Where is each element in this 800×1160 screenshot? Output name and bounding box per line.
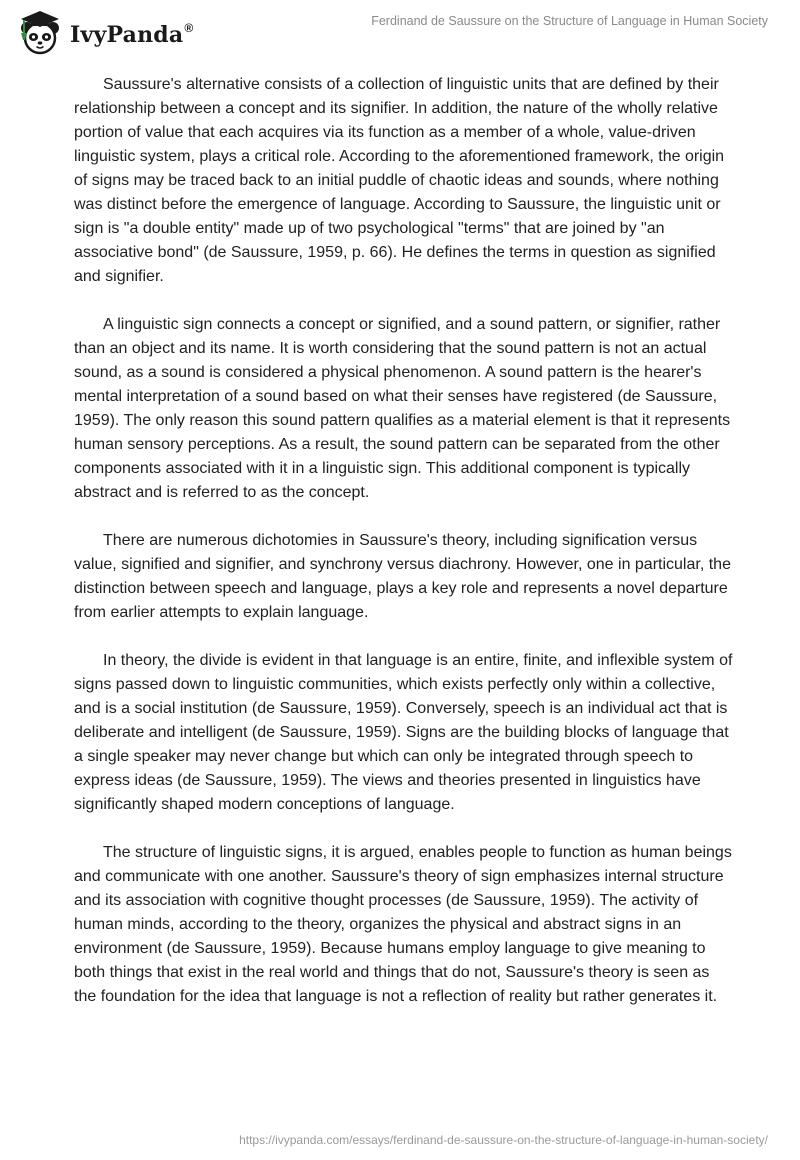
source-url[interactable]: https://ivypanda.com/essays/ferdinand-de-saussure-on-the-structure-of-language-in-human-society/ (239, 1133, 768, 1147)
brand-name-text: IvyPanda (70, 22, 184, 48)
essay-body (74, 73, 734, 1033)
paragraph: The structure of linguistic signs, it is argued, enables people to function as human beings and communicate with one another. Saussure's theory of sign emphasizes internal structure and its association with cognitive thought processes (de Saussure, 1959). The activity of human minds, according to the theory, organizes the physical and abstract signs in an environment (de Saussure, 1959). Because humans employ language to give meaning to both things that exist in the real world and things that do not, Saussure's theory is seen as the foundation for the idea that language is not a reflection of reality but rather generates it. (74, 844, 732, 1005)
document-title: Ferdinand de Saussure on the Structure of Language in Human Society (371, 14, 768, 28)
page-header (0, 0, 800, 70)
brand-name (70, 22, 193, 48)
paragraph: There are numerous dichotomies in Saussure's theory, including signification versus value, signified and signifier, and synchrony versus diachrony. However, one in particular, the distinction between speech and language, plays a key role and represents a novel departure from earlier attempts to explain language. (74, 532, 731, 621)
ivypanda-logo[interactable] (14, 8, 193, 60)
paragraph: Saussure's alternative consists of a collection of linguistic units that are defined by their relationship between a concept and its signifier. In addition, the nature of the wholly relative portion of value that each acquires via its function as a member of a whole, value-driven linguistic system, plays a critical role. According to the aforementioned framework, the origin of signs may be traced back to an initial puddle of chaotic ideas and sounds, where nothing was distinct before the emergence of language. According to Saussure, the linguistic unit or sign is "a double entity" made up of two psychological "terms" that are joined by "an associative bond" (de Saussure, 1959, p. 66). He defines the terms in question as signified and signifier. (74, 76, 725, 285)
panda-graduation-cap-icon (14, 8, 66, 60)
registered-mark: ® (184, 21, 194, 35)
paragraph: In theory, the divide is evident in that language is an entire, finite, and inflexible system of signs passed down to linguistic communities, which exists perfectly only within a collective, and is a social institution (de Saussure, 1959). Conversely, speech is an individual act that is deliberate and intelligent (de Saussure, 1959). Signs are the building blocks of language that a single speaker may never change but which can only be integrated through speech to express ideas (de Saussure, 1959). The views and theories presented in linguistics have significantly shaped modern conceptions of language. (74, 652, 733, 813)
paragraph: A linguistic sign connects a concept or signified, and a sound pattern, or signifier, rather than an object and its name. It is worth considering that the sound pattern is not an actual sound, as a sound is considered a physical phenomenon. A sound pattern is the hearer's mental interpretation of a sound based on what their senses have registered (de Saussure, 1959). The only reason this sound pattern qualifies as a material element is that it represents human sensory perceptions. As a result, the sound pattern can be separated from the other components associated with it in a linguistic sign. This additional component is typically abstract and is referred to as the concept. (74, 316, 731, 501)
